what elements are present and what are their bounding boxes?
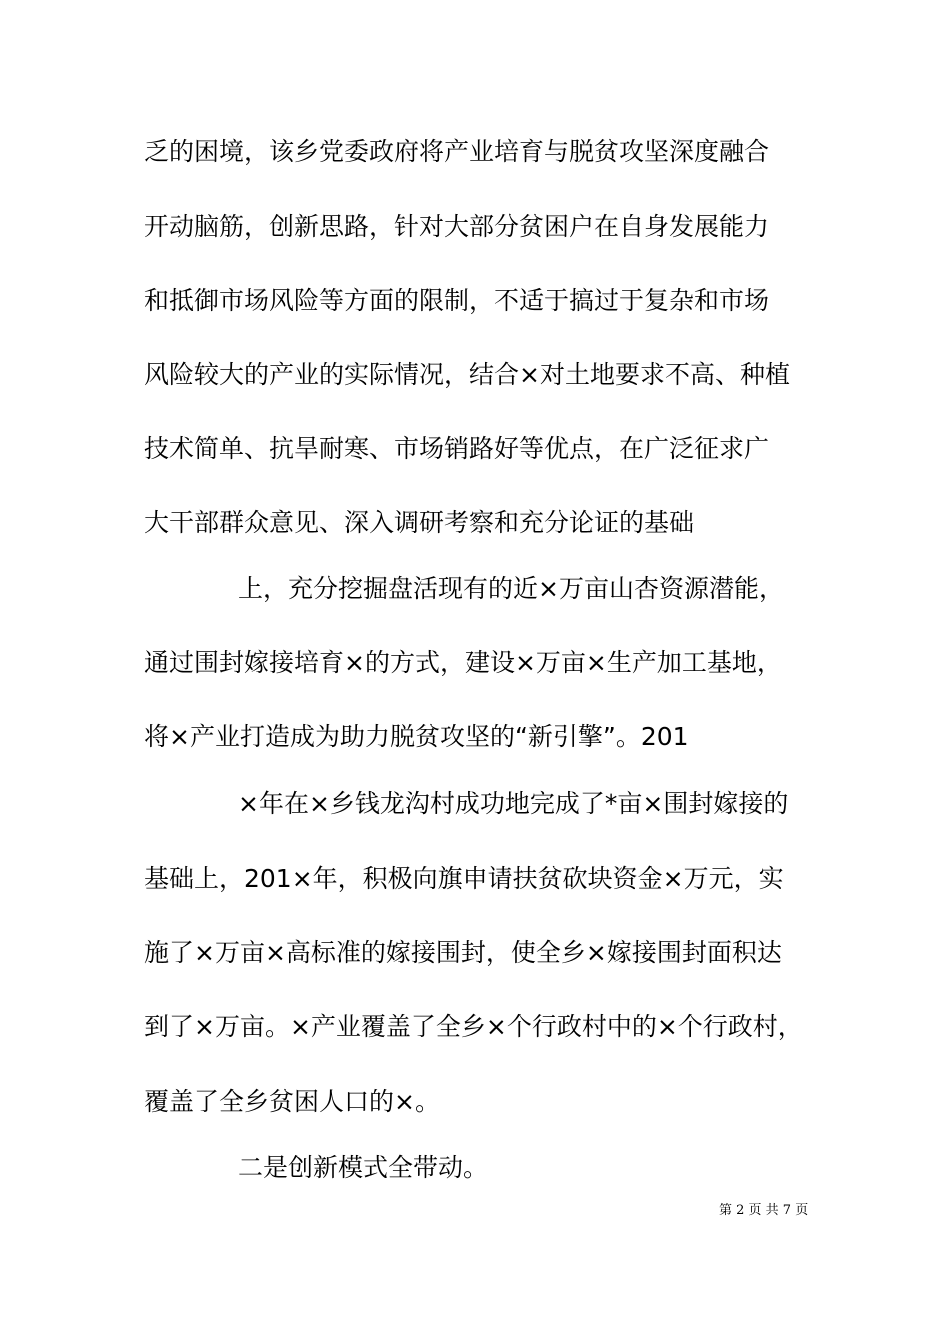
paragraph-line: ×年在×乡钱龙沟村成功地完成了*亩×围封嫁接的 — [238, 789, 789, 818]
page-number-footer: 第 2 页 共 7 页 — [719, 1203, 809, 1218]
paragraph-line: 将×产业打造成为助力脱贫攻坚的“新引擎”。201 — [144, 722, 689, 751]
paragraph-line: 覆盖了全乡贫困人口的×。 — [144, 1087, 440, 1116]
paragraph-line: 开动脑筋，创新思路，针对大部分贫困户在自身发展能力 — [144, 212, 770, 241]
paragraph-line: 技术简单、抗旱耐寒、市场销路好等优点，在广泛征求广 — [144, 434, 770, 463]
paragraph-line: 上，充分挖掘盘活现有的近×万亩山杏资源潜能， — [238, 574, 784, 603]
paragraph-line: 施了×万亩×高标准的嫁接围封，使全乡×嫁接围封面积达 — [144, 938, 782, 967]
paragraph-line: 乏的困境，该乡党委政府将产业培育与脱贫攻坚深度融合 — [144, 137, 770, 166]
section-heading: 二是创新模式全带动。 — [238, 1153, 489, 1182]
paragraph-line: 到了×万亩。×产业覆盖了全乡×个行政村中的×个行政村， — [144, 1012, 803, 1041]
paragraph-line: 基础上，201×年，积极向旗申请扶贫砍块资金×万元，实 — [144, 864, 784, 893]
paragraph-line: 风险较大的产业的实际情况，结合×对土地要求不高、种植 — [144, 360, 790, 389]
paragraph-line: 通过围封嫁接培育×的方式，建设×万亩×生产加工基地， — [144, 648, 782, 677]
paragraph-line: 和抵御市场风险等方面的限制，不适于搞过于复杂和市场 — [144, 286, 770, 315]
paragraph-line: 大干部群众意见、深入调研考察和充分论证的基础 — [144, 508, 695, 537]
